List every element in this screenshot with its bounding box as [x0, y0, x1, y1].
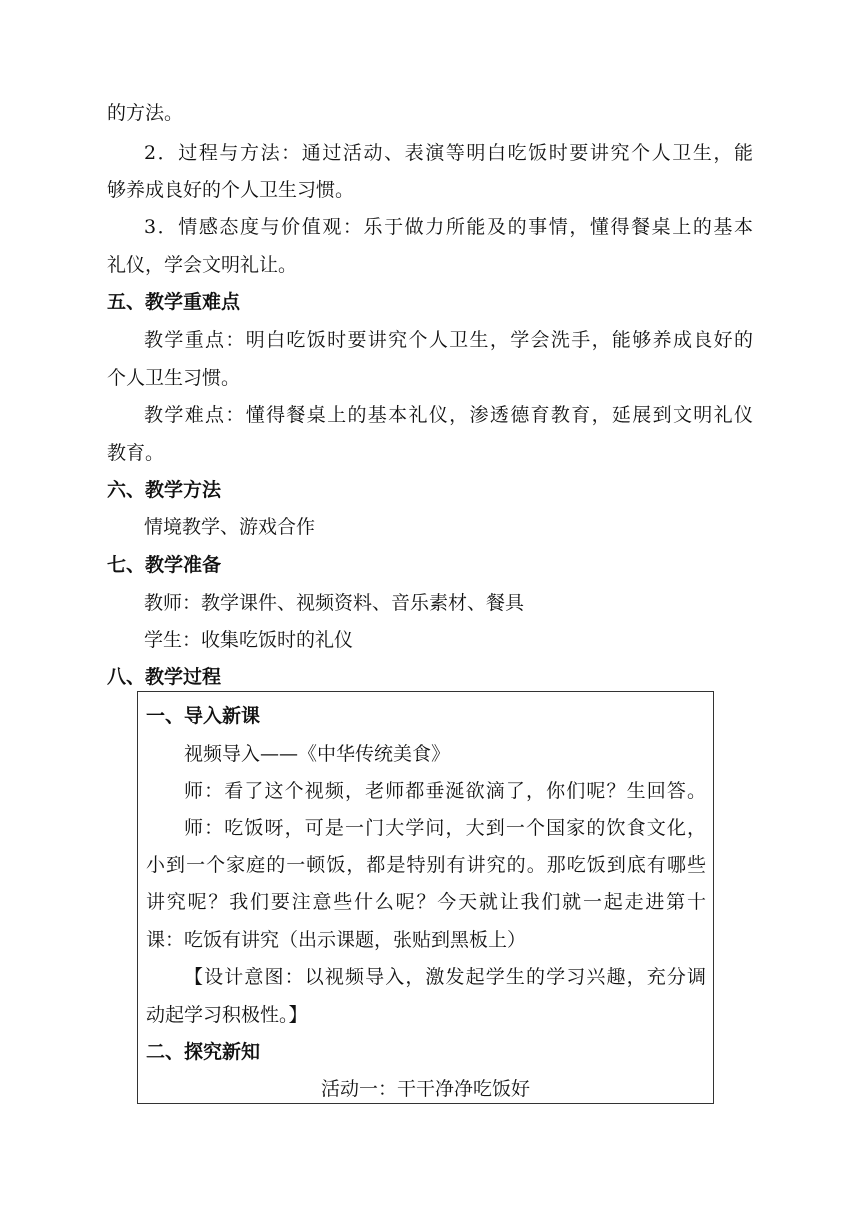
objective-2-line-1: 2．过程与方法：通过活动、表演等明白吃饭时要讲究个人卫生，能 — [144, 142, 753, 164]
section-5-heading: 五、教学重难点 — [107, 291, 241, 313]
objective-3-line-2: 礼仪，学会文明礼让。 — [107, 254, 298, 276]
section-6-heading: 六、教学方法 — [107, 479, 222, 501]
difficult-points-line-1: 教学难点：懂得餐桌上的基本礼仪，渗透德育教育，延展到文明礼仪 — [144, 404, 753, 426]
section-7-heading: 七、教学准备 — [107, 554, 222, 576]
section-8-heading: 八、教学过程 — [107, 666, 222, 688]
difficult-points-line-2: 教育。 — [107, 442, 165, 464]
teacher-remark-1: 师：看了这个视频，老师都垂涎欲滴了，你们呢？生回答。 — [184, 780, 706, 802]
design-intent-line-2: 动起学习积极性。】 — [146, 1004, 308, 1026]
objective-3-line-1: 3．情感态度与价值观：乐于做力所能及的事情，懂得餐桌上的基本 — [144, 216, 753, 238]
part-2-heading: 二、探究新知 — [146, 1041, 261, 1063]
objective-2-line-2: 够养成良好的个人卫生习惯。 — [107, 179, 355, 201]
teacher-remark-2-line-2: 小到一个家庭的一顿饭，都是特别有讲究的。那吃饭到底有哪些 — [146, 854, 706, 876]
teaching-methods-text: 情境教学、游戏合作 — [144, 516, 316, 538]
part-1-heading: 一、导入新课 — [146, 705, 261, 727]
intro-line-tail: 的方法。 — [107, 102, 184, 124]
video-intro-line: 视频导入——《中华传统美食》 — [184, 743, 451, 765]
key-points-line-2: 个人卫生习惯。 — [107, 367, 241, 389]
design-intent-line-1: 【设计意图：以视频导入，激发起学生的学习兴趣，充分调 — [184, 966, 706, 988]
teacher-preparation: 教师：教学课件、视频资料、音乐素材、餐具 — [144, 592, 525, 614]
teacher-remark-2-line-3: 讲究呢？我们要注意些什么呢？今天就让我们就一起走进第十 — [146, 891, 706, 913]
student-preparation: 学生：收集吃饭时的礼仪 — [144, 629, 354, 651]
teacher-remark-2-line-4: 课：吃饭有讲究（出示课题，张贴到黑板上） — [146, 929, 527, 951]
key-points-line-1: 教学重点：明白吃饭时要讲究个人卫生，学会洗手，能够养成良好的 — [144, 329, 753, 351]
activity-1-title: 活动一：干干净净吃饭好 — [320, 1078, 530, 1100]
teacher-remark-2-line-1: 师：吃饭呀，可是一门大学问，大到一个国家的饮食文化， — [184, 817, 706, 839]
